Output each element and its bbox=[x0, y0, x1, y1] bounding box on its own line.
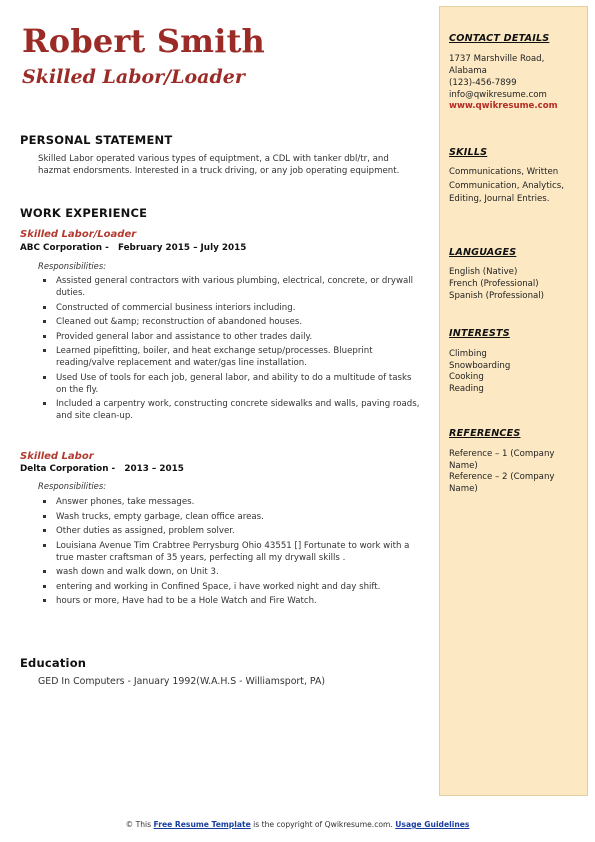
list-item: Assisted general contractors with various plumbing, electrical, concrete, or drywall duties. bbox=[38, 275, 422, 299]
job-company-line bbox=[20, 243, 246, 253]
list-item: entering and working in Confined Space, i have worked night and day shift. bbox=[38, 581, 422, 593]
language-item: Spanish (Professional) bbox=[449, 291, 545, 301]
contact-phone: (123)-456-7899 bbox=[449, 78, 517, 88]
responsibilities-label: Responsibilities: bbox=[38, 481, 107, 491]
copyright-footer bbox=[0, 820, 595, 829]
reference-item: Reference – 2 (Company Name) bbox=[449, 472, 555, 494]
job-company: Delta Corporation - bbox=[20, 464, 116, 474]
interest-item: Climbing bbox=[449, 349, 487, 359]
job-company-line bbox=[20, 464, 184, 474]
responsibilities-label: Responsibilities: bbox=[38, 261, 107, 271]
footer-middle: is the copyright of Qwikresume.com. bbox=[253, 820, 393, 829]
personal-statement-text: Skilled Labor operated various types of equiptment, a CDL with tanker dbl/tr, and hazmat endorsments. Interested in a truck driving, or any job operating equipment. bbox=[38, 154, 400, 176]
footer-prefix: © This bbox=[125, 820, 152, 829]
personal-statement-heading: PERSONAL STATEMENT bbox=[20, 133, 173, 147]
skills-text: Communications, Written Communication, Analytics, Editing, Journal Entries. bbox=[449, 167, 564, 204]
contact-heading: CONTACT DETAILS bbox=[449, 33, 550, 44]
list-item: wash down and walk down, on Unit 3. bbox=[38, 566, 422, 578]
list-item: Louisiana Avenue Tim Crabtree Perrysburg Ohio 43551 [] Fortunate to work with a true master craftsman of 35 years, perfecting all my drywall skills . bbox=[38, 540, 422, 564]
list-item: Learned pipefitting, boiler, and heat exchange setup/processes. Blueprint reading/valve replacement and water/gas line installation. bbox=[38, 345, 422, 369]
list-item: Answer phones, take messages. bbox=[38, 496, 422, 508]
job-1-bullet-list bbox=[38, 275, 422, 425]
candidate-name: Robert Smith bbox=[22, 22, 266, 60]
interests-heading: INTERESTS bbox=[449, 328, 510, 339]
contact-email[interactable]: info@qwikresume.com bbox=[449, 90, 547, 100]
contact-address: 1737 Marshville Road, Alabama bbox=[449, 54, 545, 76]
language-item: French (Professional) bbox=[449, 279, 539, 289]
languages-heading: LANGUAGES bbox=[449, 247, 517, 258]
job-title: Skilled Labor bbox=[20, 451, 94, 462]
interest-item: Reading bbox=[449, 384, 484, 394]
contact-website-link[interactable]: www.qwikresume.com bbox=[449, 101, 558, 111]
work-experience-heading: WORK EXPERIENCE bbox=[20, 206, 148, 220]
job-title-headline: Skilled Labor/Loader bbox=[22, 66, 245, 88]
job-company: ABC Corporation - bbox=[20, 243, 109, 253]
usage-guidelines-link[interactable]: Usage Guidelines bbox=[395, 820, 470, 829]
list-item: Wash trucks, empty garbage, clean office areas. bbox=[38, 511, 422, 523]
job-dates: February 2015 – July 2015 bbox=[117, 243, 247, 253]
education-heading: Education bbox=[20, 656, 87, 670]
list-item: Included a carpentry work, constructing concrete sidewalks and walls, paving roads, and site clean-up. bbox=[38, 398, 422, 422]
interest-item: Snowboarding bbox=[449, 361, 511, 371]
list-item: Cleaned out &amp; reconstruction of abandoned houses. bbox=[38, 316, 422, 328]
interest-item: Cooking bbox=[449, 372, 484, 382]
reference-item: Reference – 1 (Company Name) bbox=[449, 449, 555, 471]
job-title: Skilled Labor/Loader bbox=[20, 229, 137, 240]
list-item: Used Use of tools for each job, general labor, and ability to do a multitude of tasks on the fly. bbox=[38, 372, 422, 396]
list-item: Other duties as assigned, problem solver. bbox=[38, 525, 422, 537]
free-resume-template-link[interactable]: Free Resume Template bbox=[153, 820, 251, 829]
job-dates: 2013 – 2015 bbox=[124, 464, 184, 474]
list-item: Constructed of commercial business interiors including. bbox=[38, 302, 422, 314]
skills-heading: SKILLS bbox=[449, 147, 488, 158]
list-item: hours or more, Have had to be a Hole Watch and Fire Watch. bbox=[38, 595, 422, 607]
references-heading: REFERENCES bbox=[449, 428, 521, 439]
education-entry: GED In Computers - January 1992(W.A.H.S - Williamsport, PA) bbox=[38, 676, 326, 687]
list-item: Provided general labor and assistance to other trades daily. bbox=[38, 331, 422, 343]
language-item: English (Native) bbox=[449, 267, 518, 277]
sidebar bbox=[439, 6, 588, 796]
job-2-bullet-list bbox=[38, 496, 422, 610]
